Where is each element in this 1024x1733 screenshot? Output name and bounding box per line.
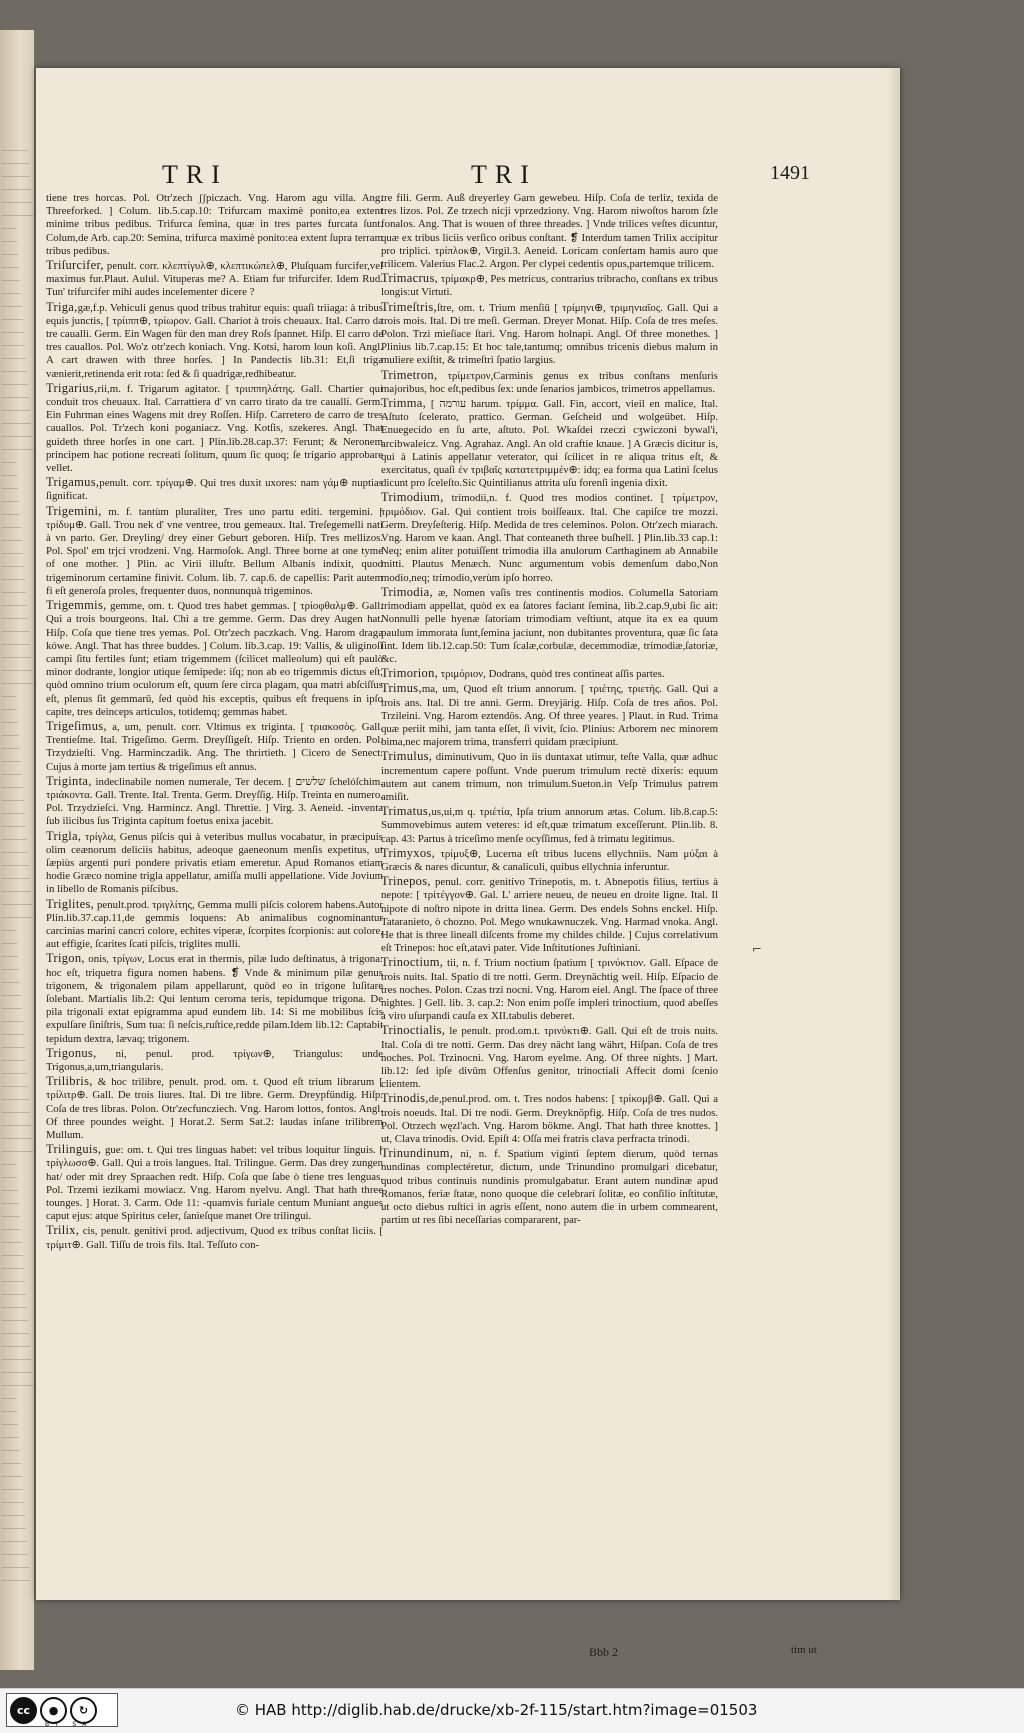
entry-text: a, um, penult. corr. Vltimus ex triginta. [ τριακοσὸς. Gall. Trentieſme. Ital. Trigeſimo. Germ. Dreyſſigeſt. Hiſp. Triento en orden. Pol. Trzydzieſti. Vng. Harminczadik. Ang. The thrirtieth. ] Cicero de Senect. Cujus à morte jam tertius & trigeſimus eſt annus. [46, 720, 383, 773]
adjacent-page-edge [0, 30, 34, 1670]
entry-text: de,penul.prod. om. t. Tres nodos habens: [ τρίκομβ⊕. Gall. Qui a trois noeuds. Ital. Di tre nodi. Germ. Dreyknöpfig. Hiſp. Coſa de tres nudos. Pol. Otrzech węzl'ach. Vng. Harom bökme. Angl. That hath three knottes. ] ut, Clava trinodis. Ovid. Epiſt 4: Oſſa mei fratris clava perfracta trinodi. [381, 1093, 718, 1146]
edge-text-fragment [2, 670, 32, 671]
page-number: 1491 [770, 162, 810, 184]
entry-lemma: Trilinguis, [46, 1142, 102, 1157]
entry-lemma: Trilix, [46, 1223, 80, 1238]
edge-text-fragment [2, 1333, 29, 1334]
entry-lemma: Trigemmis, [46, 598, 107, 613]
edge-text-fragment [2, 449, 33, 450]
dictionary-entry [46, 830, 383, 897]
edge-text-fragment [2, 969, 19, 970]
dictionary-entry [381, 301, 718, 368]
dictionary-entry [46, 599, 383, 719]
dictionary-entry [381, 491, 718, 584]
edge-text-fragment [2, 514, 20, 515]
edge-text-fragment [2, 215, 33, 216]
edge-text-fragment [2, 930, 16, 931]
edge-text-fragment [2, 982, 20, 983]
dictionary-entry [381, 397, 718, 490]
edge-text-fragment [2, 917, 33, 918]
edge-text-fragment [2, 1125, 31, 1126]
entry-text: tii, n. f. Trium noctium ſpatium [ τρινύκτιον. Gall. Eſpace de trois nuits. Ital. Spatio di tre notti. Germ. Dreynächtig weil. Hiſp. Eſpacio de tres noches. Polon. Czas trzi nocni. Vng. Harom eiel. Angl. The ſpace of three nightes. ] Gell. lib. 3. cap.2: Non enim poſſe impleri trinoctium, quod abeſſes à viro uſurpandi cauſa ex XII.tabulis deberet. [381, 957, 718, 1023]
edge-text-fragment [2, 644, 30, 645]
running-head-left: TRI [162, 160, 228, 189]
edge-text-fragment [2, 787, 23, 788]
entry-lemma: Triginta, [46, 773, 92, 788]
entry-lemma: Trinoctium, [381, 955, 444, 970]
dictionary-entry [381, 847, 718, 874]
edge-text-fragment [2, 1554, 28, 1555]
entry-text: us,ui,m q. τριέτία, Ipſa trium annorum ætas. Colum. lib.8.cap.5: Summovebimus autem veteres: id eſt,quæ trimatum exceſſerunt. Plin.lib. 8. cap. 43: Partus à triceſimo menſe ocyſſimus, fed à trimatu legitimus. [381, 806, 718, 845]
share-alike-icon: ↻ [70, 1697, 97, 1724]
edge-text-fragment [2, 618, 28, 619]
edge-text-fragment [2, 488, 18, 489]
edge-text-fragment [2, 826, 26, 827]
entry-text: τριμόριον, Dodrans, quòd tres contineat aſſis partes. [438, 668, 665, 681]
edge-text-fragment [2, 657, 31, 658]
edge-text-fragment [2, 1515, 25, 1516]
entry-text: onis, τρίγων, Locus erat in thermis, pilæ ludo deſtinatus, à trigona: hoc eſt, triquetra figura nomen habens. ❡ Vnde & minimum pilæ genus trigonem, & trigonalem pilam appellarunt, quòd eo in trigone luſitare ſolebant. Martialis lib.2: Qui lentum ceroma teris, tepidumque trigona. De pila trigonali extat epigramma apud eundem lib. 14: Si me mobilibus ſcis expulſare ſiniſtris, Sum tua: ſi neſcis,ruſtice,redde pilam.Idem lib.12: Captabit tepidum dextra, lævaq; trigonem. [46, 953, 383, 1045]
dictionary-entry [46, 301, 383, 381]
entry-lemma: Trinepos, [381, 874, 431, 889]
dictionary-entry [46, 1075, 383, 1142]
dictionary-entry [381, 682, 718, 749]
entry-text: ni, n. f. Spatium viginti ſeptem dierum, quòd ternas nundinas complectéretur, dictum, unde Trinundino promulgari dicebatur, quod tribus continuis nundinis promulgabatur. Erant autem nundinæ apud Romanos, feriæ ſtatæ, nono quoque die celebrari ſolitæ, eo conſilio inſtitutæ, ut octo diebus ruſtici in agris eſſent, nono autem die in urbem commearent, partim ut res ſibi neceſſarias compararent, par- [381, 1148, 718, 1227]
edge-text-fragment [2, 293, 21, 294]
entry-lemma: Triga, [46, 299, 78, 314]
edge-text-fragment [2, 423, 31, 424]
edge-text-fragment [2, 1268, 24, 1269]
entry-text: τρίμετρον,Carminis genus ex tribus conſtans menſuris majoribus, hoc eſt,pedibus ſex: unde ſenarios jambicos, trimetros appellamus. [381, 369, 718, 395]
entry-continuation: tre fili. Germ. Auß dreyerley Garn gewebeu. Hiſp. Coſa de terliz, texida de tres lizos. Pol. Ze trzech nicji vprzedziony. Vng. Harom niwoſtos harom ſzle fonalos. Ang. That is wouen of three threades. ] Vnde trilices veſtes dicuntur, quæ ex tribus liciis verſico oribus conſtant. ❡ Interdum tamen Trilix accipitur pro triplici. τρίπλοκ⊕, Virgil.3. Aeneid. Loricam conſertam hamis auro que trilicem. Valerius Flac.2. Argon. Per clypei cedentis opus,partemque trilicem. [381, 192, 718, 271]
edge-text-fragment [2, 631, 29, 632]
edge-text-fragment [2, 410, 30, 411]
edge-text-fragment [2, 956, 18, 957]
edge-text-fragment [2, 995, 21, 996]
entry-lemma: Trimetron, [381, 367, 438, 382]
edge-text-fragment [2, 722, 18, 723]
entry-text: gue: om. t. Qui tres linguas habet: vel tribus loquitur linguis. [ τρίγλωσσ⊕. Gall. Qui a trois langues. Ital. Trilingue. Germ. Das drey zungen hat/ oder mit drey Spraachen redt. Hiſp. Coſa que ſabe ò tiene tres lenguas. Pol. Trzemi iezikami mowiacz. Vng. Harom nyelvu. Angl. That hath three tounges. ] Horat. 3. Carm. Ode 11: -quamvis furiale centum Muniant angues caput ejus: atque Spiritus celer, ſanieſque manet Ore trilingui. [46, 1144, 383, 1223]
edge-text-fragment [2, 1489, 23, 1490]
edge-text-fragment [2, 566, 24, 567]
entry-text: gemme, om. t. Quod tres habet gemmas. [ τρίοφθαλμ⊕. Gall. Qui a trois bourgeons. Ital. Chi a tre gemme. Germ. Das drey Augen hat. Hiſp. Coſa que tiene tres yemas. Pol. Otr'zech paczkach. Vng. Harom draga kówe. Angl. That has three buddes. ] Colum. lib.3.cap. 19: Vallis, & uliginoſi campi ſitu fertiles ſunt; etiam trigemmem (ſcilicet malleolum) qui eſt paulò minor dodrante, longior utique ſemipede: iſq; non ab eo trigemmis dictus eſt, quòd omnino trium oculorum eſt, quum ſere circa plagam, qua matri abſciſſus eſt, plenus ſit gemmarū, ſed quòd his exceptis, quibus eſt frequens in ipſo capite, tres deinceps articulos, totidemq; gemmas habet. [46, 600, 383, 718]
dictionary-entry [46, 259, 383, 300]
dictionary-entry [381, 1147, 718, 1227]
entry-lemma: Triſurcifer, [46, 258, 104, 273]
viewer-footer [0, 1688, 1024, 1733]
entry-lemma: Triglites, [46, 896, 95, 911]
dictionary-entry [46, 1143, 383, 1223]
entry-lemma: Trimulus, [381, 749, 433, 764]
entry-text: τρίμυξ⊕, Lucerna eſt tribus lucens ellychniis. Nam μύξαι à Græcis & nares dicuntur, & canaliculi, quibus ellychnia inferuntur. [381, 847, 718, 873]
entry-lemma: Trigon, [46, 951, 85, 966]
dictionary-entry [46, 505, 383, 598]
entry-text: ma, um, Quod eſt trium annorum. [ τριέτης, τριετὴς. Gall. Qui a trois ans. Ital. Di tre anni. Germ. Dreyjärig. Hiſp. Coſa de tres años. Pol. Trzileini. Vng. Harom eztendös. Ang. Of three yeares. ] Plaut. in Rud. Trima quæ periit mihi, jam tanta eſſet, ſi vivit, ſcio. Plinius: Arborem nec minorem bima,nec majorem trima, transferri quidam præcipiunt. [381, 683, 718, 749]
edge-text-fragment [2, 319, 23, 320]
edge-text-fragment [2, 1398, 16, 1399]
edge-text-fragment [2, 501, 19, 502]
entry-lemma: Trinoctialis, [381, 1023, 446, 1038]
cc-license-badge[interactable] [6, 1693, 118, 1727]
edge-text-fragment [2, 1580, 30, 1581]
entry-lemma: Trigeſimus, [46, 718, 107, 733]
dictionary-entry [46, 476, 383, 503]
entry-lemma: Trimeſtris, [381, 299, 437, 314]
edge-text-fragment [2, 1307, 27, 1308]
edge-text-fragment [2, 1502, 24, 1503]
edge-text-fragment [2, 241, 17, 242]
edge-text-fragment [2, 592, 26, 593]
entry-continuation: tiene tres horcas. Pol. Otr'zech ʃʃpiczach. Vng. Harom agu villa. Ang. Threeforked. ] Colum. lib.5.cap.10: Trifurcam maximè ponito,ea extent minime tribus pedibus. Trifurca ſemina, quæ in tres partes furcata ſunt. Colum,de Arb. cap.20: Semina, trifurca maximè ponito:ea extent ſupra terram tribus pedibus. [46, 192, 383, 257]
edge-text-fragment [2, 891, 31, 892]
edge-text-fragment [2, 1229, 21, 1230]
entry-lemma: Trigamus, [46, 475, 100, 490]
edge-text-fragment [2, 878, 30, 879]
edge-text-fragment [2, 1411, 17, 1412]
entry-lemma: Trimorion, [381, 666, 439, 681]
dictionary-entry [46, 1047, 383, 1074]
signature-mark: Bbb 2 [589, 1645, 619, 1659]
edge-text-fragment [2, 774, 22, 775]
edge-text-fragment [2, 709, 17, 710]
by-attribution-icon: ● [40, 1697, 67, 1724]
dictionary-entry [381, 956, 718, 1023]
edge-text-fragment [2, 1203, 19, 1204]
edge-text-fragment [2, 163, 29, 164]
edge-text-fragment [2, 1073, 27, 1074]
edge-text-fragment [2, 1112, 30, 1113]
dictionary-entry [381, 750, 718, 804]
edge-text-fragment [2, 735, 19, 736]
entry-lemma: Trimodia, [381, 584, 433, 599]
entry-text: cis, penult. genitivi prod. adjectivum, Quod ex tribus conſtat liciis. [ τρίμιτ⊕. Gall. Tiſſu de trois fils. Ital. Teſſuto con- [46, 1225, 383, 1251]
entry-text: [ עורמה harum. τρίμμα. Gall. Fin, accort, vieil en malice, Ital. Aſtuto ſcelerato, prattico. German. Geſcheid und wolgeübet. Hiſp. Enuegecido en ſu arte, aſtuto. Pol. Wkaſdei rzeczi cʒwiczoni bywal'i, arcibwaleicz. Vng. Agrahaz. Angl. An old craftie knaue. ] A Græcis dicitur is, qui à Latinis appellatur veterator, qui ſcilicet in re aliqua tritus eſt, & exercitatus, quaſi ἐν τριβαῖς κατατετριμμέν⊕: idq; ea forma qua Latini ſcelus dicunt pro ſceleſto.Sic Quintilianus attrita uſu forenſi ingenia dixit. [381, 398, 718, 490]
dictionary-entry [381, 667, 718, 681]
edge-text-fragment [2, 1281, 25, 1282]
edge-text-fragment [2, 1437, 19, 1438]
entry-lemma: Trimus, [381, 681, 422, 696]
edge-text-fragment [2, 1190, 18, 1191]
edge-text-fragment [2, 748, 20, 749]
dictionary-entry [46, 775, 383, 829]
edge-text-fragment [2, 189, 31, 190]
edge-text-fragment [2, 1385, 33, 1386]
edge-text-fragment [2, 280, 20, 281]
entry-text: penult.prod. τριγλίτης, Gemma mulli piſcis colorem habens.Autor Plin.lib.37.cap.11,de gemmis loquens: Ab animalibus cognominantur carcinias marini cancri colore, echites viperæ, ſcorpites ſcorpionis: aut colore, aut effigie, ſcarites ſcati piſcis, triglites mulli. [46, 898, 383, 951]
edge-text-fragment [2, 605, 27, 606]
edge-text-fragment [2, 176, 30, 177]
edge-text-fragment [2, 1164, 16, 1165]
edge-text-fragment [2, 306, 22, 307]
edge-text-fragment [2, 1177, 17, 1178]
edge-text-fragment [2, 579, 25, 580]
entry-lemma: Trinundinum, [381, 1146, 454, 1161]
running-head-right: TRI [471, 160, 537, 189]
entry-lemma: Trigemini, [46, 503, 102, 518]
edge-text-fragment [2, 1541, 27, 1542]
entry-text: m. f. tantùm pluraliter, Tres uno partu editi. tergemini. [ τρίδυμ⊕. Gall. Trou nek d' vne ventree, trou gemeaux. Ital. Treſegemelli nati à vn parto. Ger. Dreyling/ drey einer Geburt geboren. Hiſp. Tres mellizos. Pol. Spol' em trjci vrodzeni. Vng. Harmoſok. Angl. Three borne at one tyme of one mother. ] Plin. ac Virii illuſtr. Bellum Albanis indixit, quod trigeminorum certamine finivit. Colum. lib. 7. cap.6. de capellis: Parit autem fi eſt generoſa proles, frequenter duos, nonnunquà trigeminos. [46, 505, 383, 597]
edge-text-fragment [2, 800, 24, 801]
entry-lemma: Trimma, [381, 396, 427, 411]
dictionary-entry [381, 805, 718, 846]
edge-text-fragment [2, 358, 26, 359]
cc-badge-caption: BY SA [45, 1721, 93, 1728]
margin-mark: ⌐ [752, 942, 763, 956]
dictionary-entry [46, 720, 383, 774]
dictionary-entry [46, 1224, 383, 1251]
edge-text-fragment [2, 254, 18, 255]
entry-lemma: Trigla, [46, 828, 82, 843]
edge-text-fragment [2, 1242, 22, 1243]
edge-text-fragment [2, 527, 21, 528]
edge-text-fragment [2, 1372, 32, 1373]
edge-text-fragment [2, 332, 24, 333]
edge-text-fragment [2, 839, 27, 840]
entry-text: penul. corr. genitivo Trinepotis, m. t. Abnepotis filius, tertius à nepote: [ τρίτέγγον⊕. Gal. L' arriere neueu, de neueu en droite ligne. Ital. Il nipote di noſtro nipote in dritta linea. Germ. Des endels Sohns enckel. Hiſp. Tataranieto, ò chozno. Pol. Mego wnukawnuczek. Vng. Harmad vnoka. Angl. He that is three lineall diſcents frome my childes childe. ] Cujus correlativum eſt Trinepos: hoc eſt,atavi pater. Vide Inſtitutiones Juſtiniani. [381, 876, 718, 955]
edge-text-fragment [2, 1320, 28, 1321]
left-column [46, 192, 383, 1253]
right-column [381, 192, 718, 1228]
dictionary-entry [381, 875, 718, 955]
entry-text: & hoc trilibre, penult. prod. om. t. Quod eſt trium librarum [ τρίλιτρ⊕. Gall. De trois liures. Ital. Di tre libre. Germ. Dreypfündig. Hiſp. Coſa de tres libras. Polon. Otr'zecfuncziech. Vng. Harom lottos, fontos. Angl. Of three poundes weight. ] Horat.2. Serm Sat.2: laudas inſane trilibrem Mullum. [46, 1076, 383, 1142]
entry-text: ni, penul. prod. τρίγων⊕, Triangulus: unde Trigonus,a,um,triangularis. [46, 1047, 383, 1073]
edge-text-fragment [2, 904, 32, 905]
dictionary-entry [381, 1092, 718, 1146]
edge-text-fragment [2, 1099, 29, 1100]
edge-text-fragment [2, 150, 28, 151]
edge-text-fragment [2, 540, 22, 541]
dictionary-entry [381, 272, 718, 299]
edge-text-fragment [2, 1294, 26, 1295]
edge-text-fragment [2, 865, 29, 866]
entry-text: penult. corr. κλεπτίγυλ⊕, κλεπτικώπελ⊕, Pluſquam furcifer,vel maximus fur.Plaut. Aulul. Vituperas me? A. Etiam fur trifurcifer. Idem Rud. Tun' trifurcifer mihi audes incelementer dicere ? [46, 260, 383, 299]
entry-text: gæ,f.p. Vehiculi genus quod tribus trahitur equis: quaſi triiaga: à tribus equis junctis, [ τρίιππ⊕, τρίωρον. Gall. Chariot à trois cheuaux. Ital. Carro da tre caualli. Germ. Ein Wagen für den man drey Roſs ſpannet. Hiſp. El carro de tres cauallos. Pol. Wo'z otr'zech koniach. Vng. Kotsi, harom loun koſi. Angl. A cart drawen with three horſes. ] In Pandectis lib.31: Et,ſi triga vænierit,retinenda erit rota: ſed & ſi quadrigæ,redhibeatur. [46, 301, 383, 380]
entry-text: indeclinabile nomen numerale, Ter decem. [ שלשים ſchelóſchim. τριάκοντα. Gall. Trente. Ital. Trenta. Germ. Dreyſſig. Hiſp. Treinta en numero. Pol. Trzydzieſci. Vng. Harmincz. Angl. Threttie. ] Virg. 3. Aeneid. -inventa ſub ilicibus ſus Triginta capitum foetus enixa jacebit. [46, 775, 383, 828]
entry-lemma: Trigonus, [46, 1045, 97, 1060]
edge-text-fragment [2, 1450, 20, 1451]
edge-text-fragment [2, 436, 32, 437]
edge-text-fragment [2, 371, 27, 372]
entry-text: æ, Nomen vaſis tres continentis modios. Columella Satoriam trimodiam appellat, quòd ex ea ſatores faciant ſemina, lib.2.cap.9,ubi ſic ait: Nonnulli pelle hyenæ ſatoriam trimodiam veſtiunt, atque ita ex ea quum paulum immorata ſunt,ſemina jaciunt, non dubitantes proventura, quæ ſic ſata ſint. Idem lib.12.cap.50: Tum ſcalæ,corbulæ, decemmodiæ, trimodiæ,ſatoriæ, &c. [381, 586, 718, 665]
edge-text-fragment [2, 761, 21, 762]
edge-text-fragment [2, 553, 23, 554]
edge-text-fragment [2, 1138, 32, 1139]
edge-text-fragment [2, 1424, 18, 1425]
catchword: tim ut [791, 1644, 817, 1656]
entry-text: trimodii,n. f. Quod tres modios continet. [ τρίμετρον, τριμόδιον. Gal. Qui contient trois boiſſeaux. Ital. Che capiſce tre mozzi. Germ. Dreyſeſterig. Hiſp. Medida de tres celeminos. Polon. Otr'zech miarach. Vng. Harom ve kaan. Angl. That conteaneth three buſhell. ] Plin.lib.33 cap.1: Neq; enim aliter potuiſſent trimodia illa anulorum Carthaginem ab Annabile mitti. Plautus Menæch. Nunc argumentum vobis demenſum dabo,Non modio,neq; trimodio,verùm ipſo horreo. [381, 492, 718, 584]
dictionary-entry [46, 898, 383, 952]
edge-text-fragment [2, 1255, 23, 1256]
edge-text-fragment [2, 397, 29, 398]
entry-lemma: Trilibris, [46, 1074, 93, 1089]
entry-lemma: Trigarius, [46, 380, 98, 395]
edge-text-fragment [2, 1216, 20, 1217]
edge-text-fragment [2, 1567, 29, 1568]
edge-text-fragment [2, 202, 32, 203]
edge-text-fragment [2, 696, 16, 697]
entry-text: penult. corr. τρίγαμ⊕. Qui tres duxit uxores: nam γάμ⊕ nuptias ſignificat. [46, 477, 383, 503]
edge-text-fragment [2, 1346, 30, 1347]
edge-text-fragment [2, 1151, 33, 1152]
edge-text-fragment [2, 1034, 24, 1035]
entry-text: rii,m. f. Trigarum agitator. [ τριιππηλάτης. Gall. Chartier qui conduit tros cheuaux. Ital. Carrattiera d' vn carro tirato da tre caualli. Germ. Ein Fuhrman eines Wagens mit drey Roſſen. Hiſp. Carretero de carro de tres cauallos. Pol. Tr'zech koni poganiacz. Vng. Kotſis, szekeres. Angl. That guideth three horſes in one cart. ] Plin.lib.28.cap.37: Ferunt; & Neronem principem hac potione recreati ſolitum, quum ſic quoq; ſe trigario approbare vellet. [46, 382, 383, 475]
edge-text-fragment [2, 384, 28, 385]
dictionary-entry [46, 382, 383, 475]
dictionary-entry [381, 586, 718, 666]
edge-text-fragment [2, 1008, 22, 1009]
edge-text-fragment [2, 1476, 22, 1477]
edge-text-fragment [2, 228, 16, 229]
entry-text: τρίμακρ⊕, Pes metricus, contrarius tribracho, conſtans ex tribus longis:ut Virtuti. [381, 273, 718, 299]
edge-text-fragment [2, 462, 16, 463]
entry-lemma: Trimodium, [381, 490, 444, 505]
dictionary-entry [381, 369, 718, 396]
edge-text-fragment [2, 813, 25, 814]
entry-lemma: Trinodis, [381, 1091, 429, 1106]
edge-text-fragment [2, 475, 17, 476]
entry-text: τρίγλα, Genus piſcis qui à veteribus mullus vocabatur, in præcipuis olim ceænorum deliciis habitus, adeoque gaeneonum menſis expetitus, ut ſæpiùs argenti puri pondere privatis etiam emeretur. Apud Romanos etiam hodie Græco nomine trigla appellatur, amiſſa mulli appellatione. Vide Jovium in libello de Romanis piſcibus. [46, 830, 383, 896]
copyright-url[interactable]: © HAB http://diglib.hab.de/drucke/xb-2f-115/start.htm?image=01503 [235, 1701, 758, 1719]
entry-text: le penult. prod.om.t. τρινύκτι⊕. Gall. Qui eſt de trois nuits. Ital. Coſa di tre notti. Germ. Das drey nächt lang währt, Hiſpan. Coſa de tres noches. Pol. Trzinocni. Vng. Harom eyelme. Ang. Of three nights. ] Mart. lib.12: ſed ipſe divûm Offenſus genitor, trinoctiali Affecit domi ſcenio clientem. [381, 1025, 718, 1091]
dictionary-entry [381, 1024, 718, 1091]
edge-text-fragment [2, 1528, 26, 1529]
entry-text: ſtre, om. t. Trium menſiū [ τρίμηνι⊕, τριμηνιαῖος. Gall. Qui a trois mois. Ital. Di tre meſi. German. Dreyer Monat. Hiſp. Coſa de tres meſes. Polon. Trzi mieſiace ſtari. Vng. Harom holnapi. Angl. Of three monethes. ] Plinius lib.7.cap.15: Et hoc tale,tantumq; omnibus tricenis diebus malum in muliere exiſtit, & trimeſtri ſpatio largius. [381, 301, 718, 367]
entry-lemma: Trimacrus, [381, 271, 439, 286]
edge-text-fragment [2, 1359, 31, 1360]
edge-text-fragment [2, 1463, 21, 1464]
entry-lemma: Trimatus, [381, 804, 432, 819]
book-page [36, 68, 900, 1659]
edge-text-fragment [2, 1047, 25, 1048]
dictionary-entry [46, 952, 383, 1045]
edge-text-fragment [2, 852, 28, 853]
edge-text-fragment [2, 1086, 28, 1087]
entry-text: diminutivum, Quo in iis duntaxat utimur, teſte Valla, quæ adhuc incrementum capere poſſunt. Vnde puerum trimulum rectè dixeris: equum autem aut canem trimum, non trimulum.Sueton.in Veſp Trimulus patrem amiſit. [381, 751, 718, 803]
edge-text-fragment [2, 1021, 23, 1022]
cc-icon: cc [10, 1697, 37, 1724]
edge-text-fragment [2, 943, 17, 944]
entry-lemma: Trimyxos, [381, 845, 435, 860]
edge-text-fragment [2, 345, 25, 346]
edge-text-fragment [2, 267, 19, 268]
edge-text-fragment [2, 683, 33, 684]
edge-text-fragment [2, 1060, 26, 1061]
